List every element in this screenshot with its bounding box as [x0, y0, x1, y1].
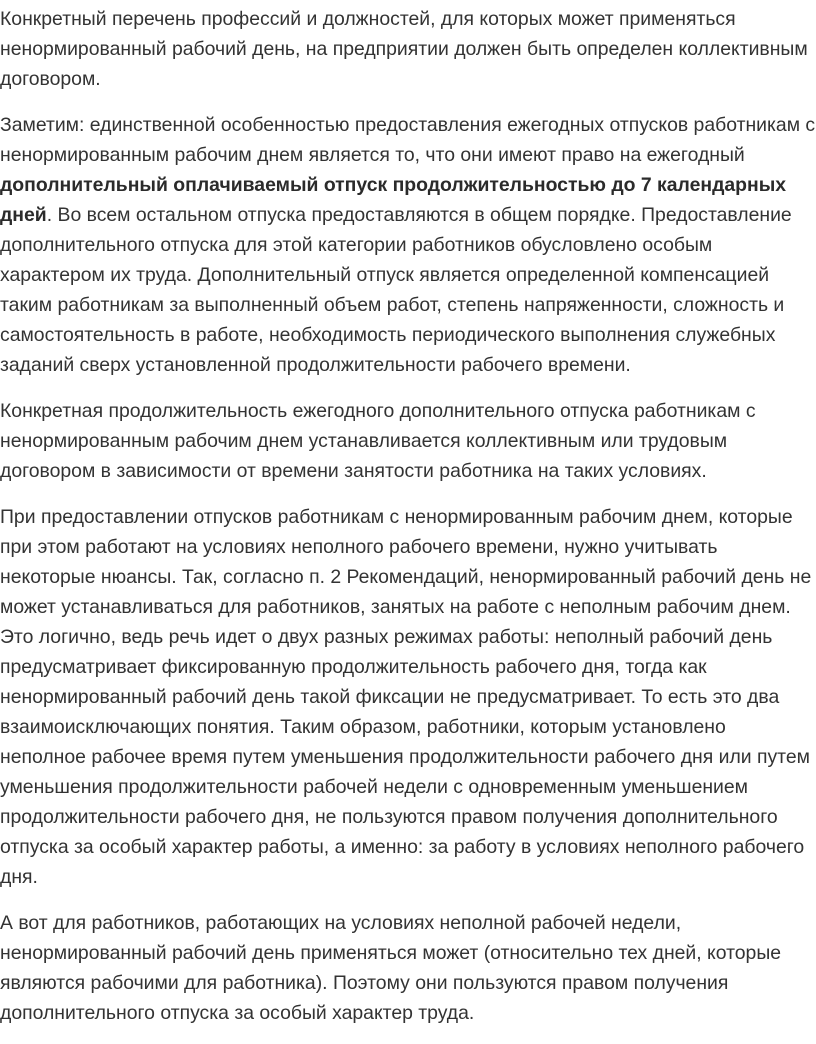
highlight-additional-leave: дополнительный оплачиваемый отпуск продолжительностью до 7 календарных дней	[0, 174, 787, 226]
paragraph-additional-leave-rest: . Во всем остальном отпуска предоставляются в общем порядке. Предоставление дополнительного отпуска для этой категории работников обусловлено особым характером их труда. Дополнительный отпуск является определенной компенсацией таким работникам за выполненный объем работ, степень напряженности, сложность и самостоятельность в работе, необходимость периодического выполнения служебных заданий сверх установленной продолжительности рабочего времени.	[0, 204, 792, 376]
paragraph-additional-leave	[0, 110, 816, 380]
paragraph-part-time-nuances: При предоставлении отпусков работникам с ненормированным рабочим днем, которые при этом работают на условиях неполного рабочего времени, нужно учитывать некоторые нюансы. Так, согласно п. 2 Рекомендаций, ненормированный рабочий день не может устанавливаться для работников, занятых на работе с неполным рабочим днем. Это логично, ведь речь идет о двух разных режимах работы: неполный рабочий день предусматривает фиксированную продолжительность рабочего дня, тогда как ненормированный рабочий день такой фиксации не предусматривает. То есть это два взаимоисключающих понятия. Таким образом, работники, которым установлено неполное рабочее время путем уменьшения продолжительности рабочего дня или путем уменьшения продолжительности рабочей недели с одновременным уменьшением продолжительности рабочего дня, не пользуются правом получения дополнительного отпуска за особый характер работы, а именно: за работу в условиях неполного рабочего дня.	[0, 506, 812, 888]
paragraph-leave-duration: Конкретная продолжительность ежегодного дополнительного отпуска работникам с ненормированным рабочим днем устанавливается коллективным или трудовым договором в зависимости от времени занятости работника на таких условиях.	[0, 400, 756, 482]
paragraph-part-week: А вот для работников, работающих на условиях неполной рабочей недели, ненормированный рабочий день применяться может (относительно тех дней, которые являются рабочими для работника). Поэтому они пользуются правом получения дополнительного отпуска за особый характер труда.	[0, 912, 782, 1024]
paragraph-additional-leave-intro: Заметим: единственной особенностью предоставления ежегодных отпусков работникам с ненормированным рабочим днем является то, что они имеют право на ежегодный	[0, 114, 816, 166]
paragraph-profession-list: Конкретный перечень профессий и должностей, для которых может применяться ненормированный рабочий день, на предприятии должен быть определен коллективным договором.	[0, 8, 808, 90]
